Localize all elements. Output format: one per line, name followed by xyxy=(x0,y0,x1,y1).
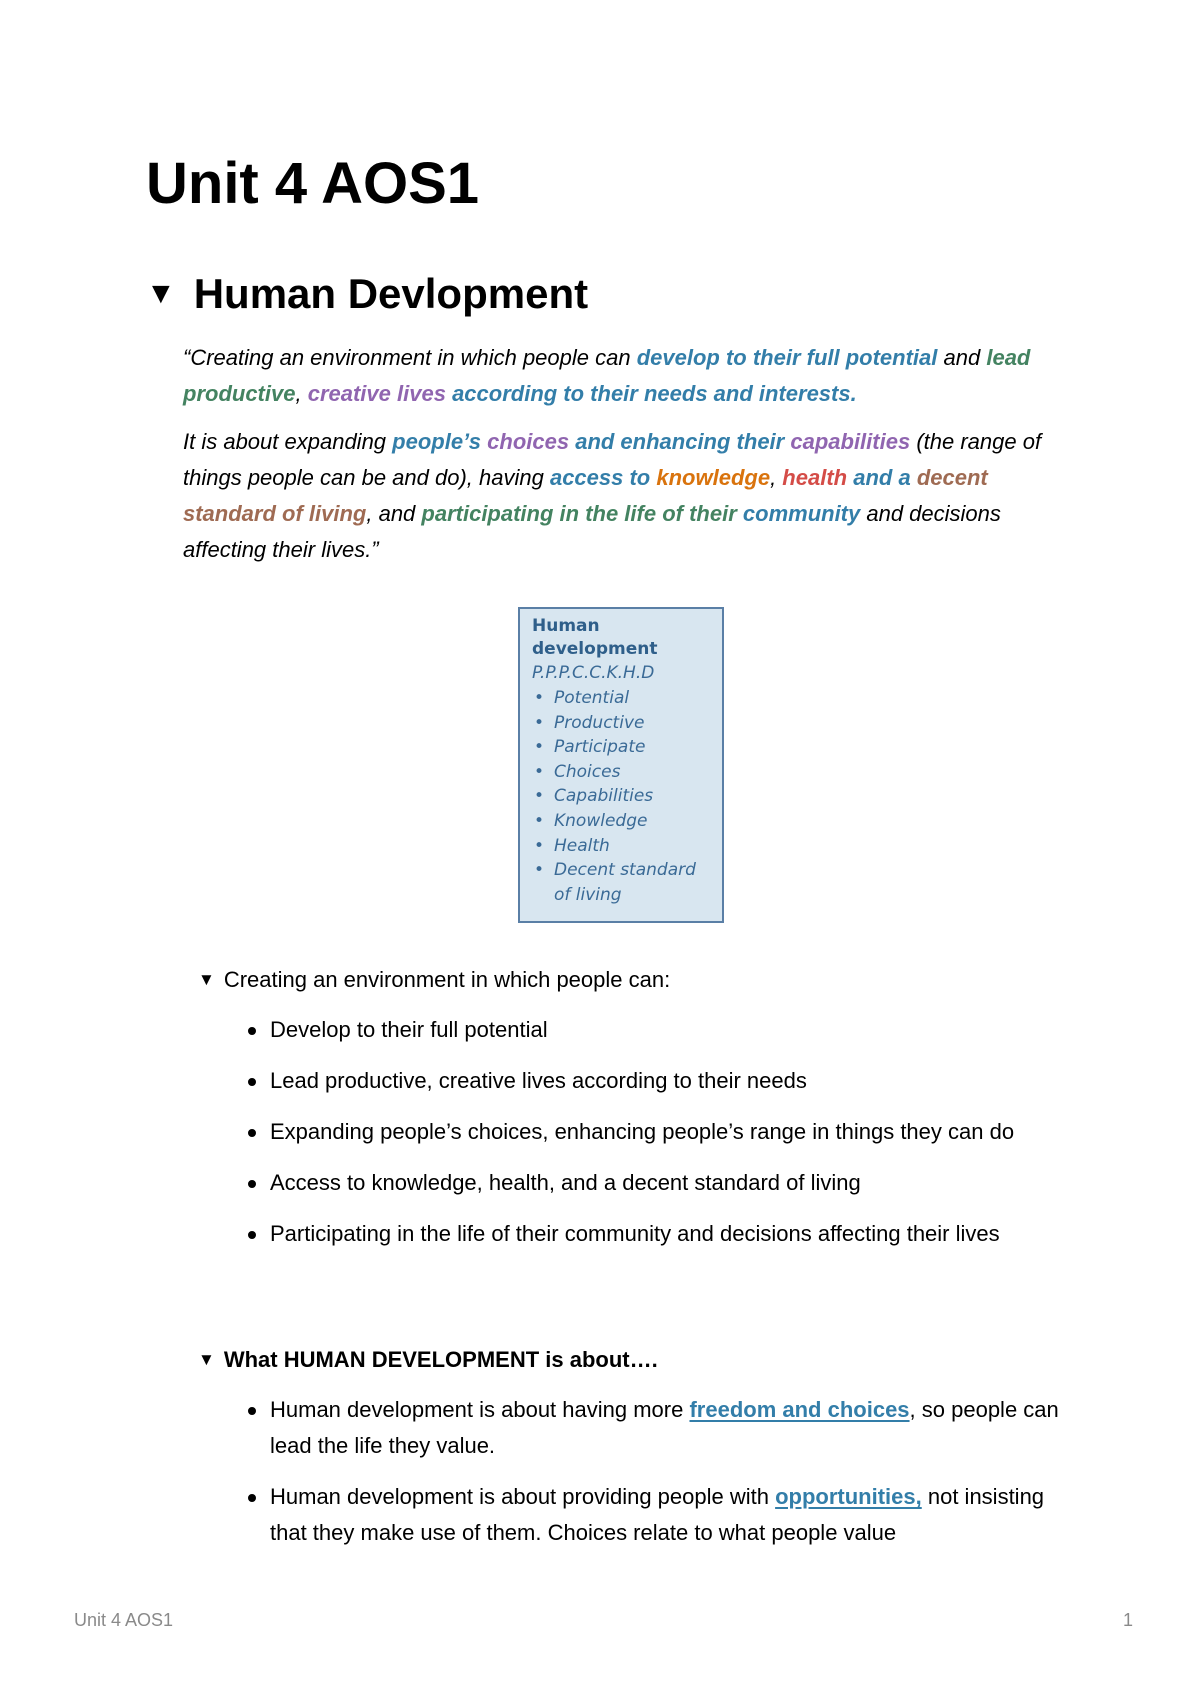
creating-environment-list xyxy=(248,1012,1078,1267)
callout-list xyxy=(532,686,712,907)
opportunities-link[interactable]: opportunities, xyxy=(775,1484,922,1509)
human-development-summary-image xyxy=(518,607,724,923)
callout-item: • Productive xyxy=(532,711,712,736)
list-item: Develop to their full potential xyxy=(248,1012,1078,1048)
bullet-icon xyxy=(248,1180,256,1188)
quote-paragraph-1: “Creating an environment in which people can develop to their full potential and lead productive, creative lives according to their needs and interests. xyxy=(183,345,1031,406)
list-item: Lead productive, creative lives according to their needs xyxy=(248,1063,1078,1099)
toggle-human-development[interactable] xyxy=(146,270,588,318)
callout-item: • Capabilities xyxy=(532,784,712,809)
toggle-label: Creating an environment in which people can: xyxy=(223,967,671,992)
human-development-about-list xyxy=(248,1392,1078,1566)
callout-item: • Choices xyxy=(532,760,712,785)
callout-item: • Knowledge xyxy=(532,809,712,834)
triangle-down-icon[interactable]: ▼ xyxy=(198,1350,215,1369)
list-item: Human development is about providing people with opportunities, not insisting that they make use of them. Choices relate to what people value xyxy=(248,1479,1078,1551)
callout-item: • Potential xyxy=(532,686,712,711)
list-item: Expanding people’s choices, enhancing people’s range in things they can do xyxy=(248,1114,1078,1150)
page-title: Unit 4 AOS1 xyxy=(146,151,480,216)
callout-item: • Participate xyxy=(532,735,712,760)
page-number: 1 xyxy=(1122,1610,1133,1630)
callout-title-line1: Human xyxy=(532,616,600,636)
bullet-icon xyxy=(248,1027,256,1035)
toggle-label: What HUMAN DEVELOPMENT is about…. xyxy=(223,1347,658,1372)
callout-item: • Decent standard of living xyxy=(532,858,712,907)
toggle-what-human-development-is-about[interactable] xyxy=(198,1347,658,1373)
list-item: Human development is about having more freedom and choices, so people can lead the life they value. xyxy=(248,1392,1078,1464)
quote-paragraph-2: It is about expanding people’s choices and enhancing their capabilities (the range of things people can be and do), having access to knowledge, health and a decent standard of living, and participating in the life of their community and decisions affecting their lives.” xyxy=(183,429,1042,562)
callout-acronym: P.P.P.C.C.K.H.D xyxy=(532,663,655,683)
section-heading: Human Devlopment xyxy=(193,270,589,317)
callout-item: • Health xyxy=(532,834,712,859)
bullet-icon xyxy=(248,1078,256,1086)
footer-document-title: Unit 4 AOS1 xyxy=(74,1610,174,1630)
triangle-down-icon[interactable]: ▼ xyxy=(198,970,215,989)
bullet-icon xyxy=(248,1494,256,1502)
toggle-creating-environment[interactable] xyxy=(198,967,670,993)
callout-title-line2: development xyxy=(532,639,658,659)
definition-quote xyxy=(183,340,1063,580)
bullet-icon xyxy=(248,1231,256,1239)
bullet-icon xyxy=(248,1129,256,1137)
triangle-down-icon[interactable]: ▼ xyxy=(146,277,176,310)
list-item: Access to knowledge, health, and a decent standard of living xyxy=(248,1165,1078,1201)
list-item: Participating in the life of their community and decisions affecting their lives xyxy=(248,1216,1078,1252)
freedom-and-choices-link[interactable]: freedom and choices xyxy=(689,1397,910,1422)
bullet-icon xyxy=(248,1407,256,1415)
